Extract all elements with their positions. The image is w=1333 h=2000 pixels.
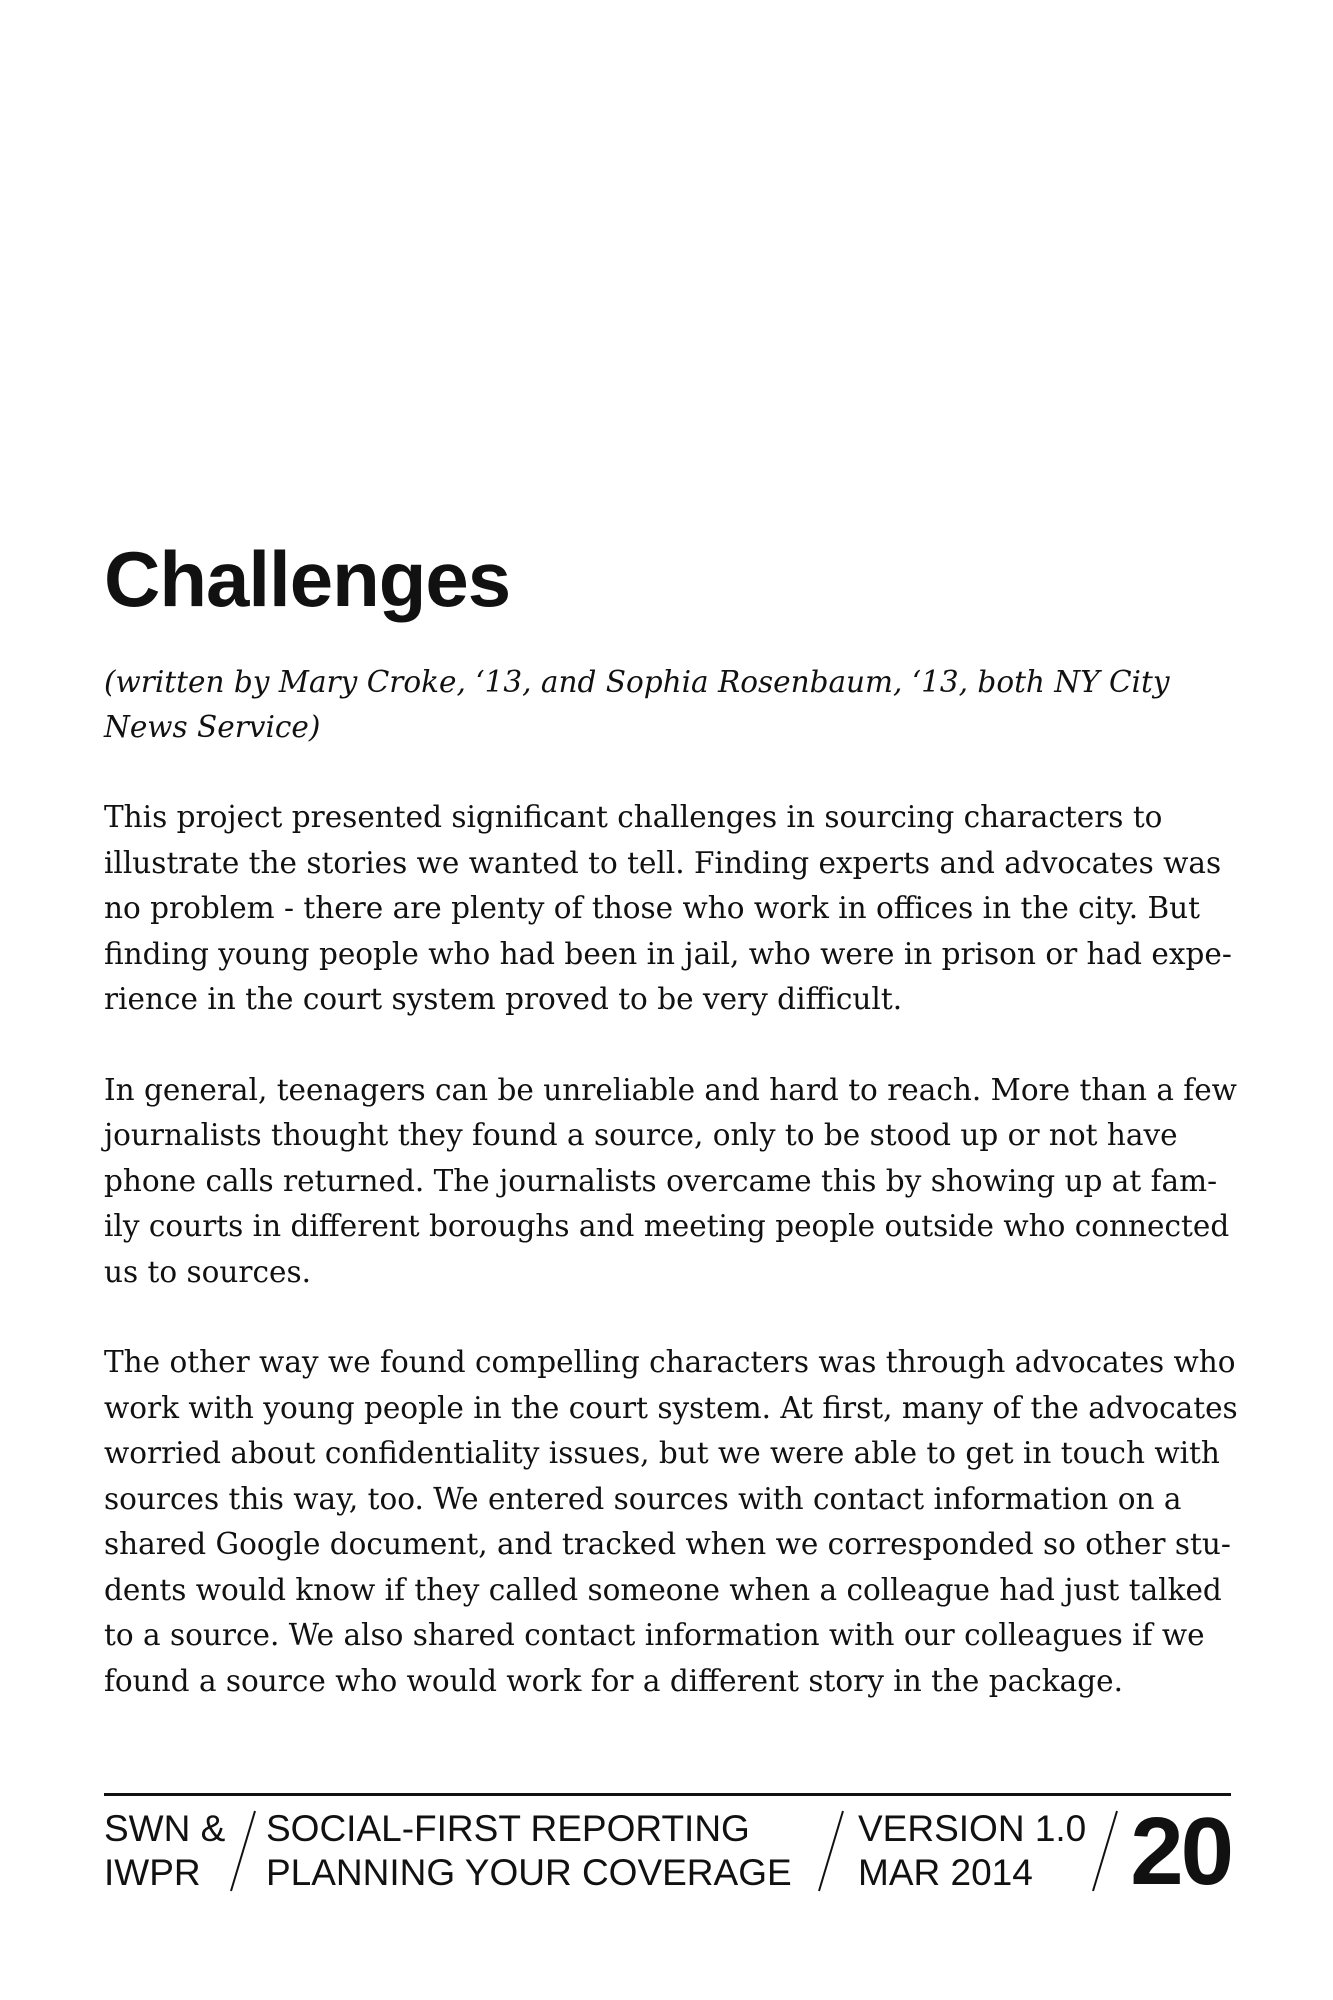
footer-version-line-1: VERSION 1.0 [858,1808,1087,1849]
page-title: Challenges [104,535,511,623]
slash-separator-icon [816,1807,846,1895]
footer-divider [104,1793,1231,1796]
footer-title-line-1: SOCIAL-FIRST REPORTING [266,1808,750,1849]
footer-version [858,1807,1086,1895]
main-content [104,535,1244,1749]
footer-org-line-2: IWPR [104,1852,201,1893]
paragraph-3: The other way we found compelling characters was through advocates who work with young people in the court system. At first, many of the advocates worried about confidentiality issues, but we were able to get in touch with sources this way, too. We entered sources with contact information on a shared Google document, and tracked when we corresponded so other stu-dents would know if they called someone when a colleague had just talked to a source. We also shared contact information with our colleagues if we found a source who would work for a different story in the package. [104,1345,1238,1698]
footer-organization [104,1807,225,1895]
footer-title-line-2: PLANNING YOUR COVERAGE [266,1852,792,1893]
footer-org-line-1: SWN & [104,1808,226,1849]
page-number: 20 [1130,1798,1231,1905]
paragraph-1: This project presented significant challenges in sourcing characters to illustrate the stories we wanted to tell. Finding experts and advocates was no problem - there are plenty of those who work in offices in the city. But finding young people who had been in jail, who were in prison or had expe-rience in the court system proved to be very difficult. [104,800,1232,1016]
paragraph-2: In general, teenagers can be unreliable and hard to reach. More than a few journalists thought they found a source, only to be stood up or not have phone calls returned. The journalists overcame this by showing up at fam-ily courts in different boroughs and meeting people outside who connected us to sources. [104,1072,1237,1289]
page-footer [104,1793,1231,1903]
footer-document-title [266,1807,792,1895]
slash-separator-icon [1090,1807,1120,1895]
slash-separator-icon [228,1807,258,1895]
byline: (written by Mary Croke, ‘13, and Sophia Rosenbaum, ‘13, both NY City News Service) [104,665,1170,744]
footer-version-line-2: MAR 2014 [858,1852,1033,1893]
